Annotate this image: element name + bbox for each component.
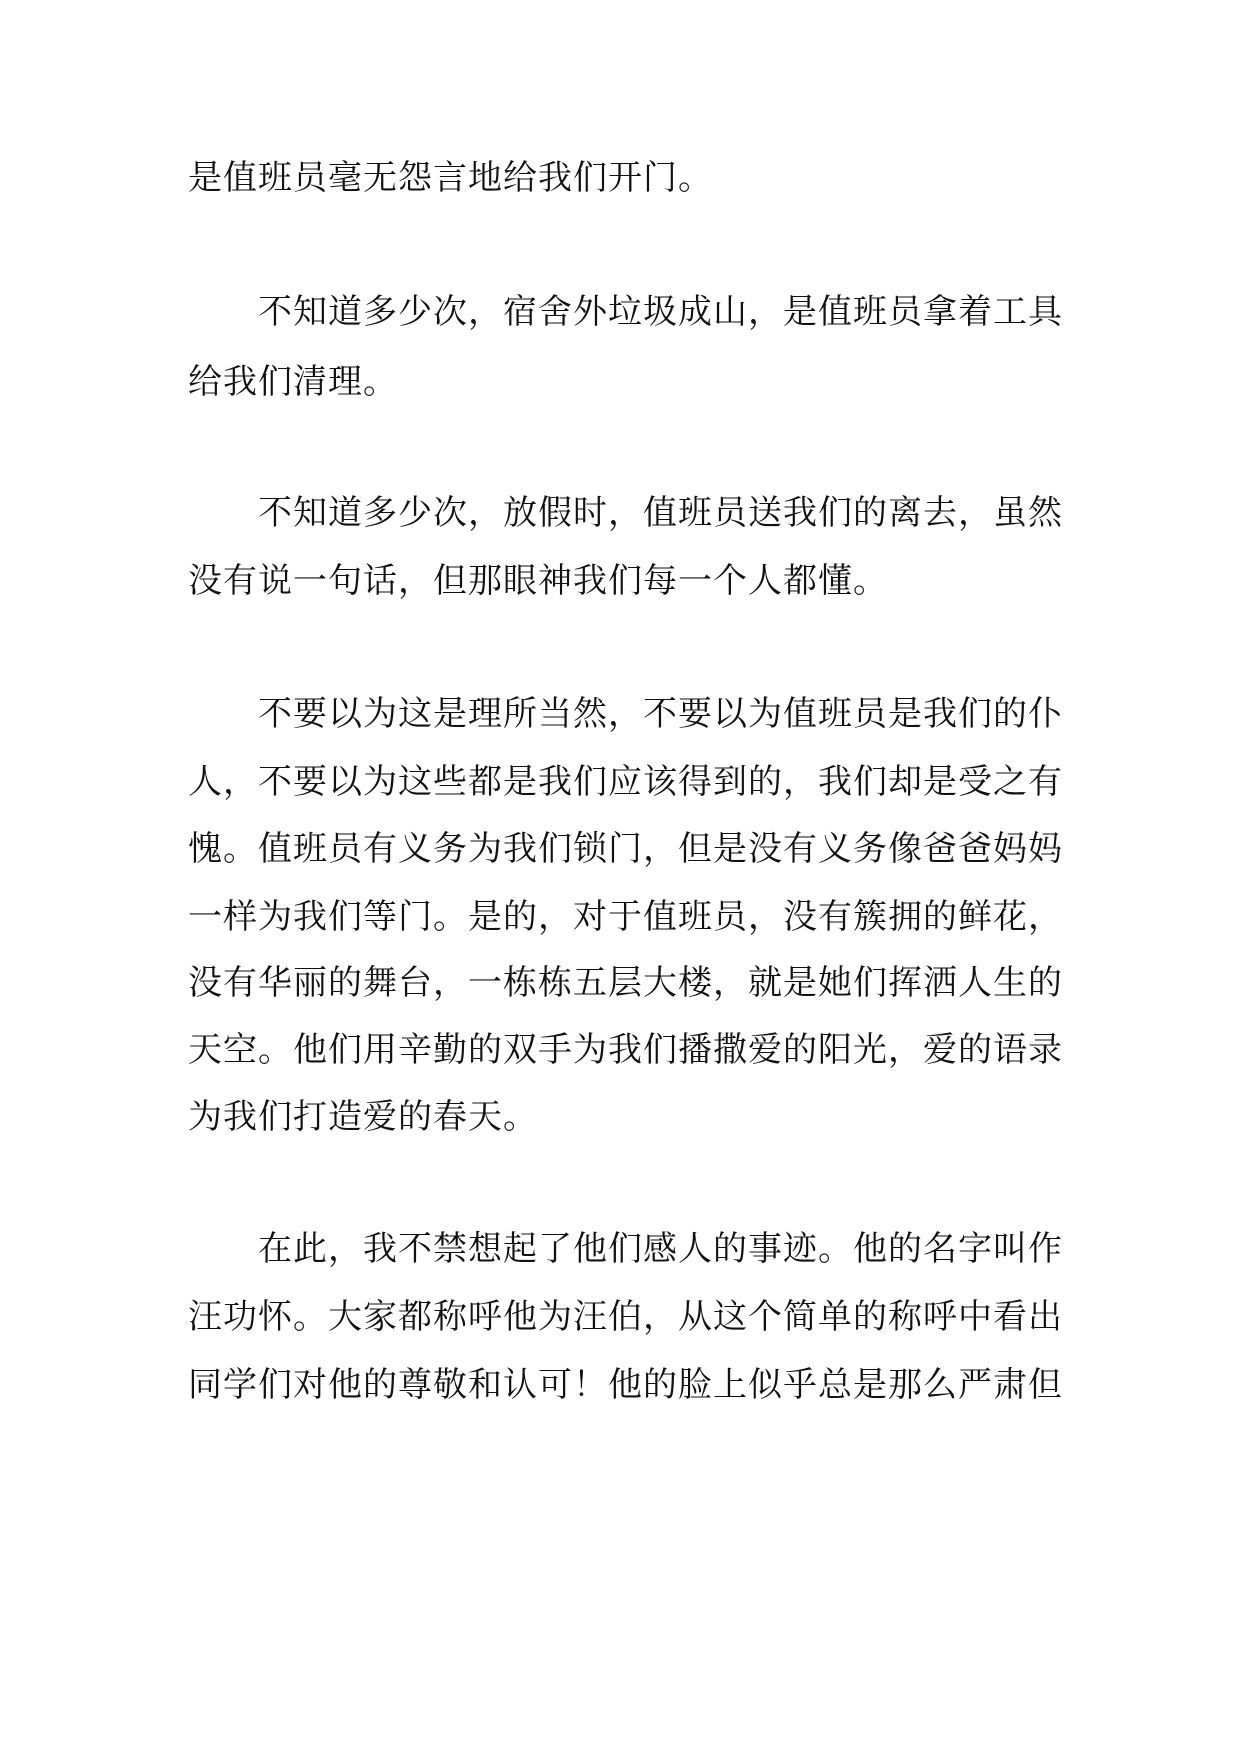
text-line: 人，不要以为这些都是我们应该得到的，我们却是受之有 (188, 762, 1063, 802)
text-line: 汪功怀。大家都称呼他为汪伯，从这个简单的称呼中看出 (188, 1297, 1063, 1337)
text-line: 同学们对他的尊敬和认可！他的脸上似乎总是那么严肃但 (188, 1365, 1063, 1405)
text-line: 不要以为这是理所当然，不要以为值班员是我们的仆 (258, 694, 1063, 734)
text-line: 没有说一句话，但那眼神我们每一个人都懂。 (188, 561, 888, 601)
text-line: 一样为我们等门。是的，对于值班员，没有簇拥的鲜花， (188, 897, 1063, 937)
text-line: 没有华丽的舞台，一栋栋五层大楼，就是她们挥洒人生的 (188, 963, 1063, 1003)
text-line: 为我们打造爱的春天。 (188, 1097, 538, 1137)
text-line: 不知道多少次，放假时，值班员送我们的离去，虽然 (258, 493, 1063, 533)
text-line: 是值班员毫无怨言地给我们开门。 (188, 158, 713, 198)
text-line: 给我们清理。 (188, 362, 398, 402)
text-line: 在此，我不禁想起了他们感人的事迹。他的名字叫作 (258, 1229, 1063, 1269)
text-line: 不知道多少次，宿舍外垃圾成山，是值班员拿着工具 (258, 292, 1063, 332)
text-line: 愧。值班员有义务为我们锁门，但是没有义务像爸爸妈妈 (188, 829, 1063, 869)
text-line: 天空。他们用辛勤的双手为我们播撒爱的阳光，爱的语录 (188, 1030, 1063, 1070)
